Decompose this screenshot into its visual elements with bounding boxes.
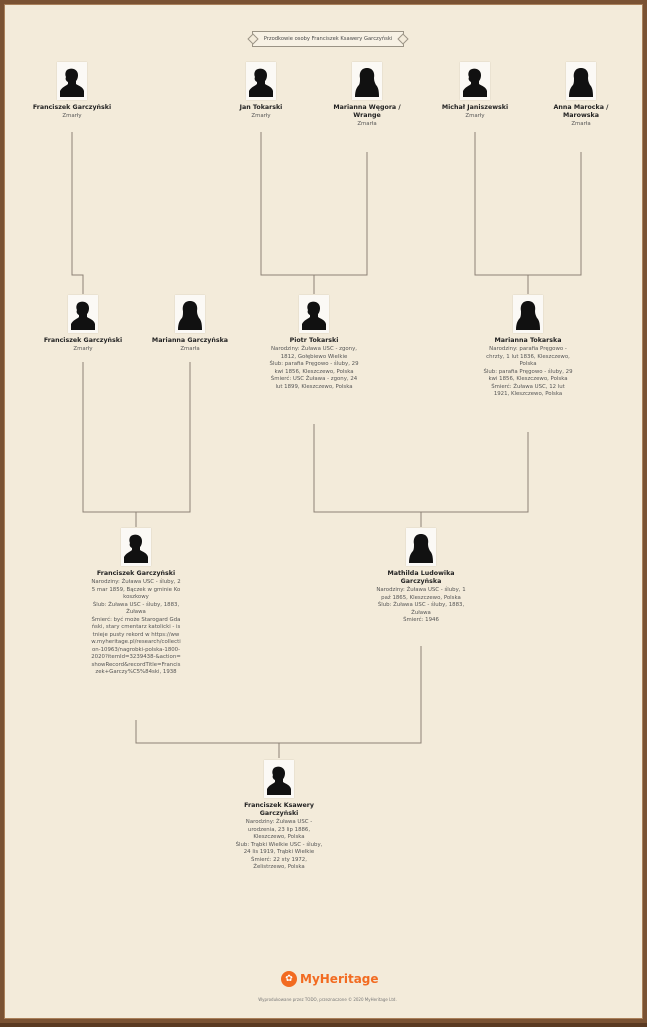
footer-credit: Wyprodukowane przez TODO, przeznaczone © 2020 MyHeritage Ltd. [258,997,397,1002]
male-silhouette-icon [299,295,329,333]
person-card[interactable] [216,62,306,121]
person-card[interactable] [234,760,324,872]
person-name: Franciszek Garczyński [32,104,112,111]
logo-text: MyHeritage [300,972,379,986]
male-silhouette-icon [460,62,490,100]
person-name: Piotr Tokarski [289,337,339,344]
connector-lines [4,4,647,1027]
person-name: Marianna Węgora / Wrange [333,104,401,119]
person-details: Zmarła [357,121,377,127]
person-details: Zmarły [251,113,271,119]
person-name: Mathilda Ludowika Garczyńska [387,570,455,585]
person-name: Anna Marocka / Marowska [553,104,609,119]
female-silhouette-icon [513,295,543,333]
female-silhouette-icon [566,62,596,100]
connector-line [83,362,190,512]
person-details: Narodziny: Żuława USC - śluby, 1 paź 1865, Kleszczewo, Polska Ślub: Żuława USC - śluby, 1883, Żuława Śmierć: 1946 [376,587,466,623]
connector-line [261,132,367,275]
person-details: Narodziny: Żuława USC - zgony, 1812, Gołębiewo Wielkie Ślub: parafia Pręgowo - śluby, 29 kwi 1856, Kleszczewo, Polska Śmierć: USC Żuława - zgony, 24 lut 1899, Kleszczewo, Polska [269,346,359,390]
person-card[interactable] [376,528,466,625]
person-name: Jan Tokarski [239,104,283,111]
person-card[interactable] [91,528,181,677]
person-card[interactable] [145,295,235,354]
male-silhouette-icon [68,295,98,333]
female-silhouette-icon [406,528,436,566]
female-silhouette-icon [175,295,205,333]
male-silhouette-icon [264,760,294,798]
person-name: Michał Janiszewski [441,104,509,111]
connector-line [314,424,528,512]
male-silhouette-icon [121,528,151,566]
person-card[interactable] [38,295,128,354]
person-card[interactable] [27,62,117,121]
person-card[interactable] [536,62,626,129]
myheritage-logo [281,971,379,987]
person-card[interactable] [430,62,520,121]
person-details: Zmarły [73,346,93,352]
connector-line [475,132,581,275]
person-details: Zmarły [62,113,82,119]
person-name: Franciszek Garczyński [43,337,123,344]
person-card[interactable] [322,62,412,129]
person-details: Zmarła [180,346,200,352]
person-name: Franciszek Ksawery Garczyński [244,802,314,817]
person-name: Marianna Tokarska [494,337,562,344]
tree-title: Przodkowie osoby Franciszek Ksawery Garczyński [263,36,393,42]
male-silhouette-icon [246,62,276,100]
connector-line [72,132,83,294]
person-details: Zmarły [465,113,485,119]
female-silhouette-icon [352,62,382,100]
male-silhouette-icon [57,62,87,100]
person-details: Narodziny: parafia Pręgowo - chrzty, 1 lut 1836, Kleszczewo, Polska Ślub: parafia Pręgowo - śluby, 29 kwi 1856, Kleszczewo, Polska Śmierć: Żuława USC, 12 lut 1921, Kleszczewo, Polska [483,346,573,397]
person-details: Zmarła [571,121,591,127]
person-details: Narodziny: Żuława USC - urodzenia, 23 lip 1886, Kleszczewo, Polska Ślub: Trąbki Wielkie USC - śluby, 24 lis 1919, Trąbki Wielkie Śmierć: 22 sty 1972, Żelistrzewo, Polska [235,819,323,870]
person-details: Narodziny: Żuława USC - śluby, 25 mar 1859, Bączek w gminie Kokoszkowy Ślub: Żuława USC - śluby, 1883, Żuława Śmierć: być może Starogard Gdański, stary cmentarz katolicki - istnieje pusty rekord w https://www.myheritage.pl/research/collection-10963/nagrobki-polska-1800-2020?itemId=3239438-&action=showRecord&recordTitle=Franciszek+Garczy%C5%84ski, 1938 [91,579,181,675]
person-name: Franciszek Garczyński [96,570,176,577]
person-card[interactable] [483,295,573,399]
myheritage-logo-icon: ✿ [281,971,297,987]
person-card[interactable] [269,295,359,391]
person-name: Marianna Garczyńska [151,337,229,344]
